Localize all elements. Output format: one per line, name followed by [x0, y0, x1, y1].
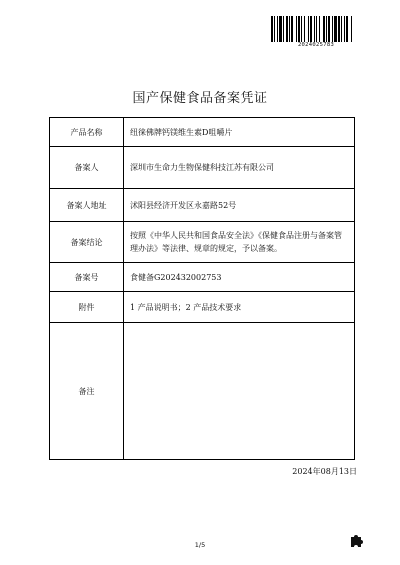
page-indicator: 1/5 [194, 541, 206, 549]
row-label-remarks: 备注 [50, 323, 124, 460]
barcode-number: 2024025783 [297, 42, 335, 48]
row-label-filing-number: 备案号 [50, 263, 124, 292]
row-label-product-name: 产品名称 [50, 118, 124, 147]
table-row [50, 263, 355, 292]
row-value-remarks [124, 323, 355, 460]
barcode [271, 16, 361, 42]
row-label-filer: 备案人 [50, 147, 124, 189]
table-row [50, 118, 355, 147]
row-value-attachments: 1 产品说明书；2 产品技术要求 [124, 292, 355, 323]
record-table [49, 117, 355, 460]
row-value-product-name: 纽徕佛牌钙镁维生素D咀嚼片 [124, 118, 355, 147]
row-label-attachments: 附件 [50, 292, 124, 323]
document-title: 国产保健食品备案凭证 [132, 91, 268, 106]
table-row [50, 147, 355, 189]
table-row [50, 292, 355, 323]
row-value-filing-number: 食健备G202432002753 [124, 263, 355, 292]
table-row [50, 189, 355, 222]
puzzle-icon [349, 532, 365, 548]
barcode-icon [271, 16, 361, 42]
table-row [50, 222, 355, 263]
row-value-filer-address: 沭阳县经济开发区永嘉路52号 [124, 189, 355, 222]
issue-date: 2024年08月13日 [292, 467, 357, 476]
row-label-conclusion: 备案结论 [50, 222, 124, 263]
row-value-filer: 深圳市生命力生物保健科技江苏有限公司 [124, 147, 355, 189]
row-label-filer-address: 备案人地址 [50, 189, 124, 222]
table-row [50, 323, 355, 460]
row-value-conclusion: 按照《中华人民共和国食品安全法》《保健食品注册与备案管理办法》等法律、规章的规定，予以备案。 [124, 222, 355, 263]
